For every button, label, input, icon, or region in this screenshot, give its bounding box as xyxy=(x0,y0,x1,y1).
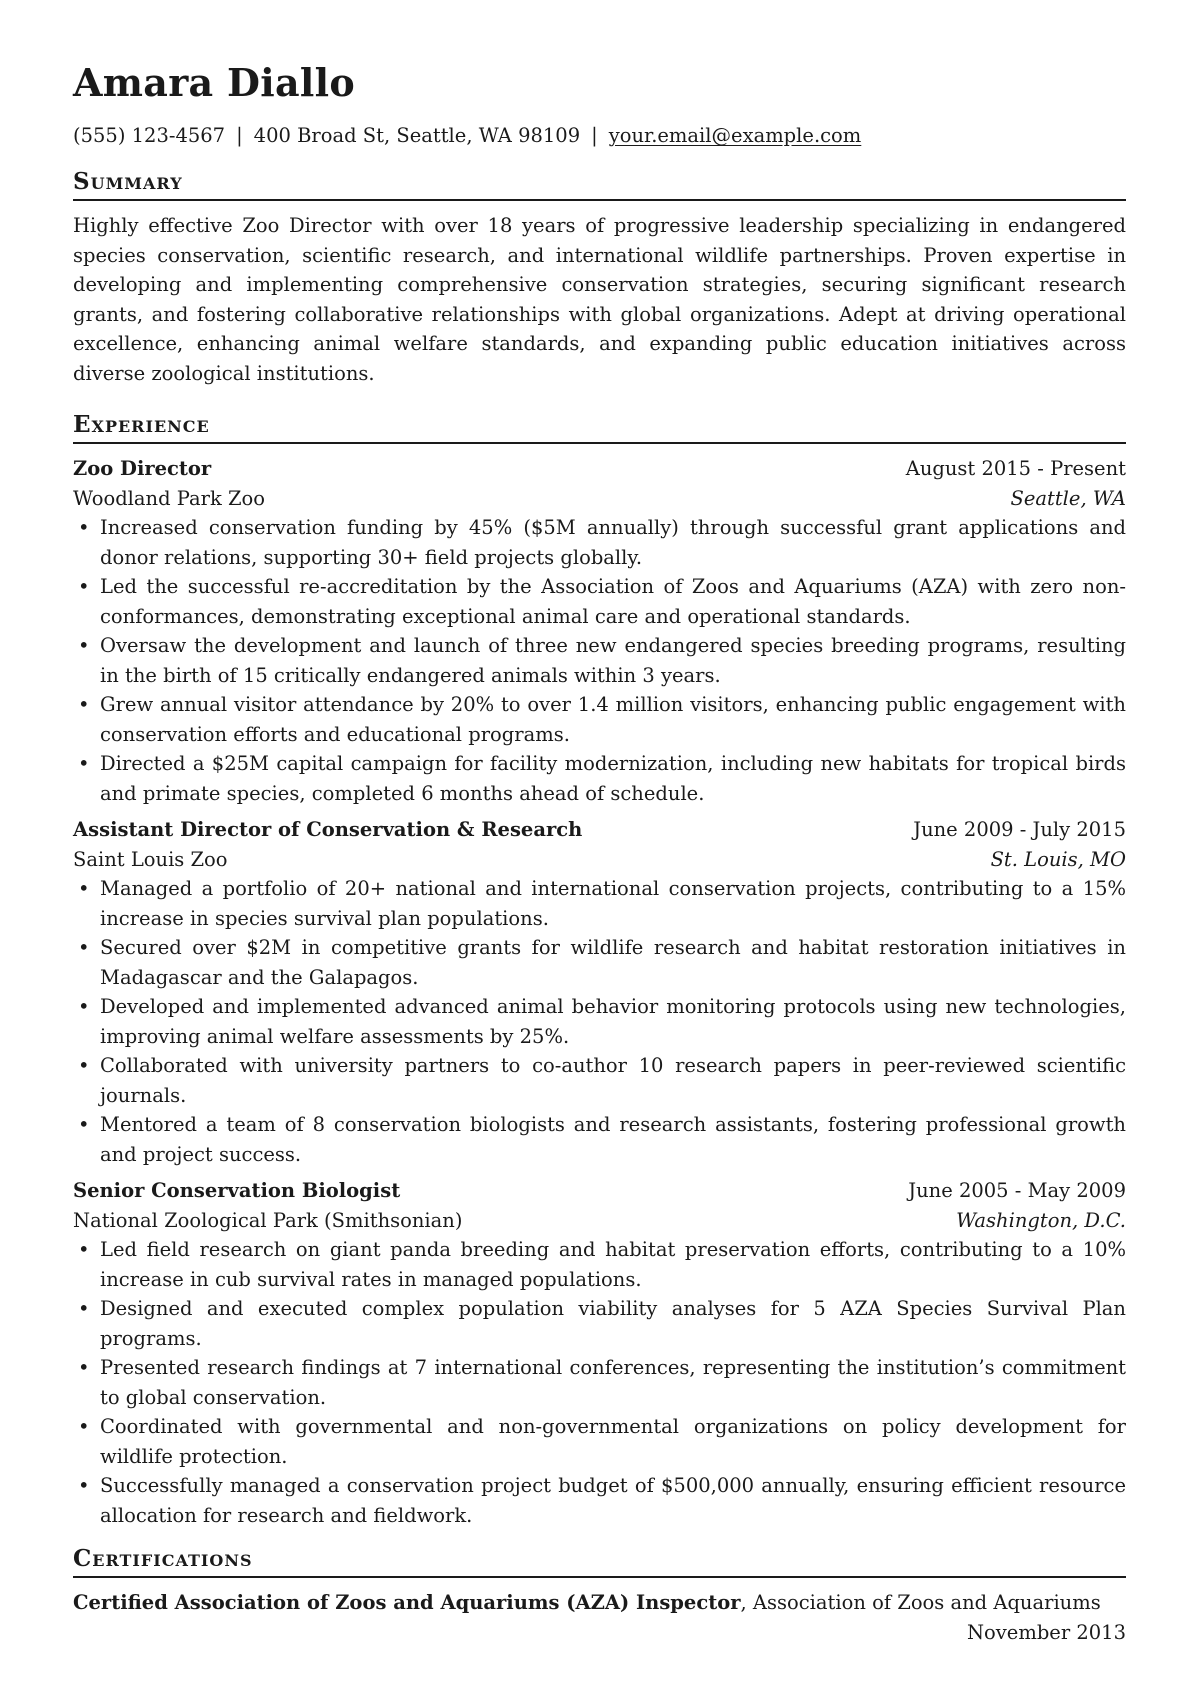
job-dates: August 2015 - Present xyxy=(905,457,1126,480)
bullet-item: • Grew annual visitor attendance by 20% to over 1.4 million visitors, enhancing public engagement with conservation efforts and educational programs. xyxy=(73,690,1126,749)
job-entry xyxy=(73,815,1126,1169)
section-title-certifications: Certifications xyxy=(73,1544,1126,1578)
bullet-item: • Led the successful re-accreditation by the Association of Zoos and Aquariums (AZA) with zero non-conformances, demonstrating exceptional animal care and operational standards. xyxy=(73,572,1126,631)
job-header xyxy=(73,815,1126,845)
job-location: Seattle, WA xyxy=(1010,486,1126,510)
job-location: St. Louis, MO xyxy=(990,847,1126,871)
job-bullets xyxy=(73,1235,1126,1530)
job-title: Zoo Director xyxy=(73,457,212,480)
bullet-item: • Mentored a team of 8 conservation biologists and research assistants, fostering professional growth and project success. xyxy=(73,1110,1126,1169)
job-bullets xyxy=(73,874,1126,1169)
resume-page xyxy=(73,58,1126,1647)
bullet-item: • Secured over $2M in competitive grants for wildlife research and habitat restoration initiatives in Madagascar and the Galapagos. xyxy=(73,933,1126,992)
bullet-item: • Developed and implemented advanced animal behavior monitoring protocols using new technologies, improving animal welfare assessments by 25%. xyxy=(73,992,1126,1051)
job-location: Washington, D.C. xyxy=(956,1208,1126,1232)
job-header xyxy=(73,1176,1126,1206)
job-subheader xyxy=(73,484,1126,514)
email-link[interactable]: your.email@example.com xyxy=(608,124,862,147)
job-header xyxy=(73,454,1126,484)
experience-section xyxy=(73,410,1126,1530)
contact-line xyxy=(73,121,1126,151)
bullet-item: • Presented research findings at 7 international conferences, representing the institution’s commitment to global conservation. xyxy=(73,1353,1126,1412)
section-title-summary: Summary xyxy=(73,167,1126,201)
job-title: Assistant Director of Conservation & Research xyxy=(73,818,583,841)
summary-text: Highly effective Zoo Director with over 18 years of progressive leadership specializing in endangered species conservation, scientific research, and international wildlife partnerships. Proven expertise in developing and implementing comprehensive conservation strategies, securing significant research grants, and fostering collaborative relationships with global organizations. Adept at driving operational excellence, enhancing animal welfare standards, and expanding public education initiatives across diverse zoological institutions. xyxy=(73,214,1126,385)
summary-section xyxy=(73,167,1126,388)
candidate-name: Amara Diallo xyxy=(73,60,356,105)
job-title: Senior Conservation Biologist xyxy=(73,1179,401,1202)
job-entry xyxy=(73,454,1126,808)
certification-date: November 2013 xyxy=(966,1620,1126,1644)
certification-issuer: Association of Zoos and Aquariums xyxy=(752,1591,1101,1614)
job-dates: June 2005 - May 2009 xyxy=(908,1179,1126,1202)
bullet-item: • Coordinated with governmental and non-governmental organizations on policy development for wildlife protection. xyxy=(73,1412,1126,1471)
bullet-item: • Managed a portfolio of 20+ national and international conservation projects, contributing to a 15% increase in species survival plan populations. xyxy=(73,874,1126,933)
job-subheader xyxy=(73,845,1126,875)
bullet-item: • Designed and executed complex population viability analyses for 5 AZA Species Survival Plan programs. xyxy=(73,1294,1126,1353)
bullet-item: • Directed a $25M capital campaign for facility modernization, including new habitats for tropical birds and primate species, completed 6 months ahead of schedule. xyxy=(73,749,1126,808)
certification-name: Certified Association of Zoos and Aquariums (AZA) Inspector xyxy=(73,1591,741,1614)
job-bullets xyxy=(73,513,1126,808)
job-organization: Woodland Park Zoo xyxy=(73,486,266,510)
job-dates: June 2009 - July 2015 xyxy=(913,818,1126,841)
section-title-experience: Experience xyxy=(73,410,1126,444)
bullet-item: • Collaborated with university partners to co-author 10 research papers in peer-reviewed scientific journals. xyxy=(73,1051,1126,1110)
bullet-item: • Increased conservation funding by 45% ($5M annually) through successful grant applications and donor relations, supporting 30+ field projects globally. xyxy=(73,513,1126,572)
address: 400 Broad St, Seattle, WA 98109 xyxy=(253,124,581,147)
bullet-item: • Led field research on giant panda breeding and habitat preservation efforts, contributing to a 10% increase in cub survival rates in managed populations. xyxy=(73,1235,1126,1294)
certifications-section xyxy=(73,1544,1126,1647)
contact-separator: | xyxy=(236,124,243,147)
certification-line: Certified Association of Zoos and Aquariums (AZA) Inspector, Association of Zoos and Aquariums xyxy=(73,1591,1101,1614)
bullet-item: • Oversaw the development and launch of three new endangered species breeding programs, resulting in the birth of 15 critically endangered animals within 3 years. xyxy=(73,631,1126,690)
bullet-item: • Successfully managed a conservation project budget of $500,000 annually, ensuring efficient resource allocation for research and fieldwork. xyxy=(73,1471,1126,1530)
job-entry xyxy=(73,1176,1126,1530)
job-organization: Saint Louis Zoo xyxy=(73,847,228,871)
phone-number: (555) 123-4567 xyxy=(73,124,226,147)
certification-date-row xyxy=(73,1618,1126,1648)
contact-separator: | xyxy=(591,124,598,147)
job-organization: National Zoological Park (Smithsonian) xyxy=(73,1208,463,1232)
job-subheader xyxy=(73,1206,1126,1236)
certification-entry xyxy=(73,1588,1126,1647)
